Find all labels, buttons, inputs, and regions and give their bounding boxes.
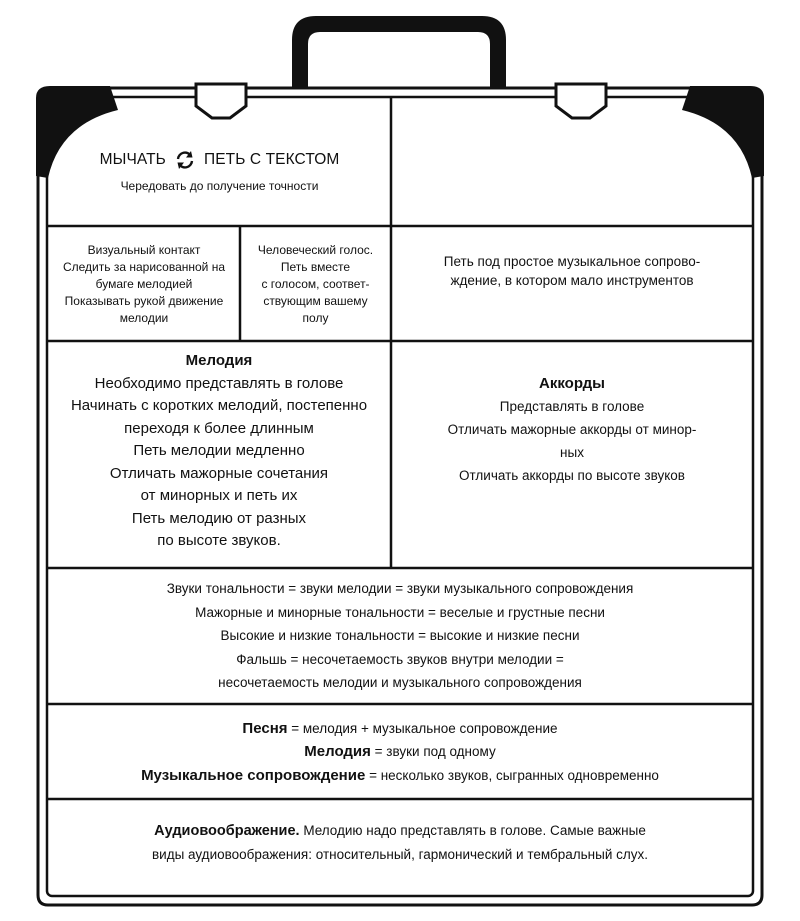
definition-text: = мелодия + музыкальное сопровождение — [287, 720, 558, 736]
visual-contact-cell — [50, 229, 238, 339]
chords-line: Отличать аккорды по высоте звуков — [459, 468, 685, 483]
tonality-line: Мажорные и минорные тональности = веселые и грустные песни — [195, 604, 605, 620]
chords-cell — [394, 372, 750, 502]
voice-line: ствующим вашему — [263, 293, 368, 308]
tonality-line: Фальшь = несочетаемость звуков внутри мелодии = — [236, 651, 564, 667]
definition-accompaniment — [141, 764, 659, 788]
melody-line: Начинать с коротких мелодий, постепенно — [70, 397, 368, 414]
audio-text: Мелодию надо представлять в голове. Самые важные — [299, 823, 646, 838]
voice-line: Человеческий голос. — [257, 242, 374, 257]
sing-label: ПЕТЬ С ТЕКСТОМ — [203, 151, 340, 168]
tonality-line: Высокие и низкие тональности = высокие и низкие песни — [220, 628, 580, 644]
hum-sing-cell — [52, 150, 387, 220]
alternate-arrows-icon — [174, 150, 196, 170]
chords-title: Аккорды — [539, 375, 605, 392]
chords-line: ных — [560, 445, 584, 460]
clasp-left — [196, 84, 246, 118]
accomp-line: ждение, в котором мало инструментов — [450, 273, 694, 288]
hum-sing-row — [100, 150, 340, 170]
definition-text: = несколько звуков, сыгранных одновременно — [365, 767, 659, 783]
tonality-line: несочетаемость мелодии и музыкального сопровождения — [218, 675, 582, 691]
chords-line: Отличать мажорные аккорды от минор- — [447, 422, 697, 437]
voice-line: с голосом, соответ- — [261, 276, 370, 291]
voice-line: полу — [302, 310, 329, 325]
definition-melody — [304, 740, 495, 764]
definition-term: Мелодия — [304, 743, 371, 761]
visual-line: Показывать рукой движение — [64, 293, 224, 308]
simple-accompaniment-cell — [394, 229, 750, 313]
human-voice-cell — [243, 229, 388, 339]
audio-imagination-cell — [50, 803, 750, 891]
melody-cell — [50, 350, 388, 564]
definition-text: = звуки под одному — [370, 744, 496, 760]
audio-line-1 — [154, 819, 646, 843]
tonality-cell — [50, 571, 750, 701]
audio-term: Аудиовоображение. — [154, 823, 300, 839]
chords-line: Представлять в голове — [499, 399, 645, 414]
melody-title: Мелодия — [185, 352, 253, 369]
definition-song — [242, 717, 557, 741]
accomp-line: Петь под простое музыкальное сопрово- — [443, 254, 701, 269]
melody-line: переходя к более длинным — [124, 419, 314, 437]
hum-sing-caption: Чередовать до получение точности — [120, 179, 319, 193]
melody-line: Петь мелодии медленно — [133, 442, 305, 459]
tonality-line: Звуки тональности = звуки мелодии = звуки музыкального сопровождения — [166, 581, 634, 597]
melody-line: Отличать мажорные сочетания — [109, 464, 329, 482]
voice-line: Петь вместе — [280, 259, 351, 274]
briefcase-handle — [292, 16, 506, 96]
definition-term: Песня — [242, 719, 288, 737]
melody-line: Необходимо представлять в голове — [94, 374, 344, 392]
definitions-cell — [50, 707, 750, 797]
clasp-right — [556, 84, 606, 118]
melody-line: от минорных и петь их — [140, 487, 298, 504]
hum-label: МЫЧАТЬ — [99, 151, 166, 168]
definition-term: Музыкальное сопровождение — [141, 766, 366, 784]
visual-line: мелодии — [119, 310, 169, 325]
visual-line: Визуальный контакт — [87, 242, 201, 257]
melody-line: по высоте звуков. — [157, 532, 281, 549]
audio-line-2: виды аудиовоображения: относительный, гармонический и тембральный слух. — [151, 847, 649, 862]
melody-line: Петь мелодию от разных — [131, 509, 307, 527]
visual-line: Следить за нарисованной на — [62, 259, 226, 274]
visual-line: бумаге мелодией — [95, 276, 193, 291]
